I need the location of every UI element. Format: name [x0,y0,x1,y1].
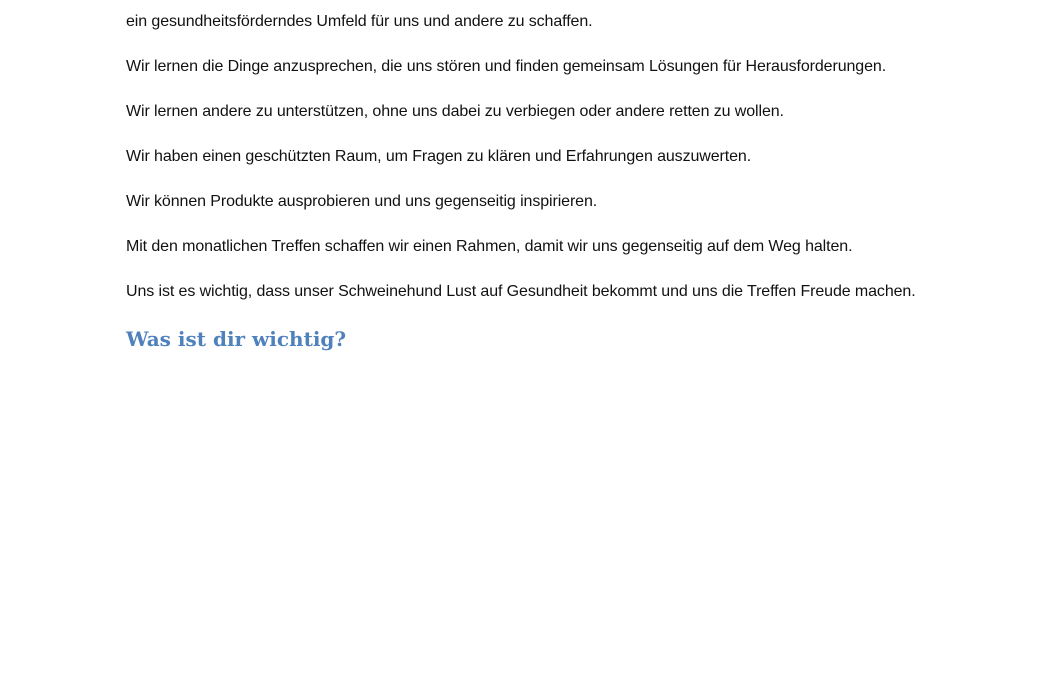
document-body [126,8,1006,353]
paragraph-3: Wir lernen andere zu unterstützen, ohne uns dabei zu verbiegen oder andere retten zu wollen. [126,103,784,120]
paragraph-2: Wir lernen die Dinge anzusprechen, die uns stören und finden gemeinsam Lösungen für Herausforderungen. [126,58,887,75]
paragraph-4: Wir haben einen geschützten Raum, um Fragen zu klären und Erfahrungen auszuwerten. [126,148,752,165]
paragraph-1: ein gesundheitsförderndes Umfeld für uns und andere zu schaffen. [126,13,593,30]
section-heading: Was ist dir wichtig? [126,327,347,351]
paragraph-7: Uns ist es wichtig, dass unser Schweinehund Lust auf Gesundheit bekommt und uns die Treffen Freude machen. [126,283,916,300]
paragraph-6: Mit den monatlichen Treffen schaffen wir einen Rahmen, damit wir uns gegenseitig auf dem Weg halten. [126,238,853,255]
paragraph-5: Wir können Produkte ausprobieren und uns gegenseitig inspirieren. [126,193,598,210]
